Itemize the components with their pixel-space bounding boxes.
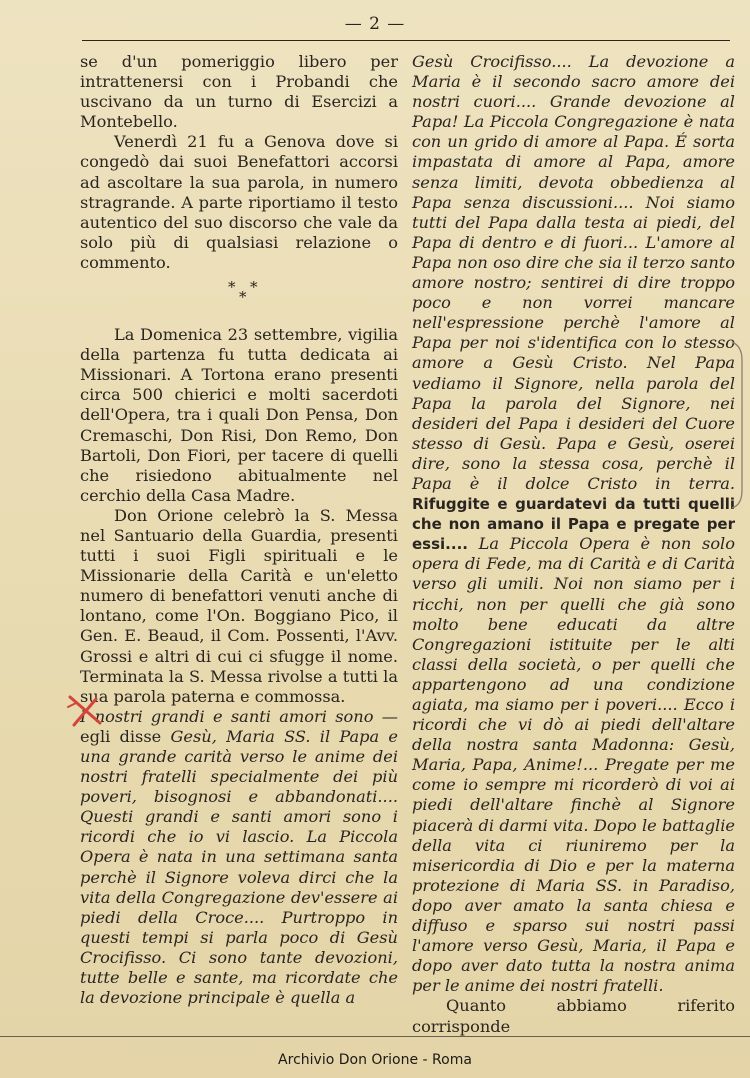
speech-text: Gesù Crocifisso.... La devozione a Maria è il secondo sacro amore dei nostri cuori.... Grande devozione al Papa! La Piccola Congregazione è nata con un grido di amore al Papa. É sorta impastata di amore al Papa, amore senza limiti, devota obbedienza al Papa senza discussioni.... Noi siamo tutti del Papa dalla testa ai piedi, del Papa di dentro e di fuori... L'amore al Papa non oso dire che sia il terzo santo amore nostro; sentirei di dire troppo poco e non vorrei mancare nell'espressione perchè l'amore al Papa per noi s'identifica con lo stesso amore a Gesù Cristo. Nel Papa vediamo il Signore, nella parola del Papa la parola del Signore, nei desideri del Papa i desideri del Cuore stesso di Gesù. Papa e Gesù, oserei dire, sono la stessa cosa, perchè il Papa è il dolce Cristo in terra. bbox=[412, 52, 735, 493]
paragraph: Venerdì 21 fu a Genova dove si congedò dai suoi Benefattori accorsi ad ascoltare la sua parola, in numero stragrande. A parte riportiamo il testo autentico del suo discorso che vale da solo più di qualsiasi relazione o commento. bbox=[80, 132, 398, 272]
paragraph: Quanto abbiamo riferito corrisponde bbox=[412, 996, 735, 1036]
paragraph: se d'un pomeriggio libero per intrattenersi con i Probandi che uscivano da un turno di Esercizi a Montebello. bbox=[80, 52, 398, 132]
separator-star: * bbox=[250, 278, 258, 297]
speech-bold-text: Rifuggite e guardatevi da tutti quelli che non amano il Papa e pregate per essi.... bbox=[412, 495, 735, 554]
quoted-speech bbox=[412, 52, 735, 996]
quoted-speech bbox=[80, 707, 398, 1008]
right-column bbox=[412, 52, 735, 1037]
header-rule bbox=[82, 40, 730, 41]
speech-text: La Piccola Opera è non solo opera di Fede, ma di Carità e di Carità verso gli umili. Noi non siamo per i ricchi, non per quelli che già sono molto bene educati da altre Congregazioni istituite per le alti classi della società, o per quelli che appartengono ad una condizione agiata, ma siamo per i poveri.... Ecco i ricordi che vi dò ai piedi dell'altare della nostra santa Madonna: Gesù, Maria, Papa, Anime!... Pregate per me come io sempre mi ricorderò di voi ai piedi dell'altare finchè al Signore piacerà di darmi vita. Dopo le battaglie della vita ci riuniremo per la misericordia di Dio e per la materna protezione di Maria SS. in Paradiso, dopo aver amato la santa chiesa e diffuso e sparso sui nostri passi l'amore verso Gesù, Maria, il Papa e dopo aver dato tutta la nostra anima per le anime dei nostri fratelli. bbox=[412, 534, 735, 996]
paragraph: Don Orione celebrò la S. Messa nel Santuario della Guardia, presenti tutti i suoi Figli spirituali e le Missionarie della Carità e un'eletto numero di benefattori venuti anche di lontano, come l'On. Boggiano Pico, il Gen. E. Beaud, il Com. Possenti, l'Avv. Grossi e altri di cui ci sfugge il nome. Terminata la S. Messa rivolse a tutti la sua parola paterna e commossa. bbox=[80, 505, 398, 706]
margin-bracket-icon bbox=[730, 340, 746, 510]
section-separator bbox=[80, 273, 398, 307]
red-pencil-mark-icon bbox=[66, 693, 106, 729]
left-column bbox=[80, 52, 398, 1008]
paragraph: La Domenica 23 settembre, vigilia della partenza fu tutta dedicata ai Missionari. A Tortona erano presenti circa 500 chierici e molti sacerdoti dell'Opera, tra i quali Don Pensa, Don Cremaschi, Don Risi, Don Remo, Don Bartoli, Don Fiori, per tacere di quelli che risiedono abitualmente nel cerchio della Casa Madre. bbox=[80, 325, 398, 505]
archive-footer: Archivio Don Orione - Roma bbox=[278, 1052, 472, 1068]
speech-text: Gesù, Maria SS. il Papa e una grande carità verso le anime dei nostri fratelli specialmente dei più poveri, bisognosi e abbandonati.... Questi grandi e santi amori sono i ricordi che io vi lascio. La Piccola Opera è nata in una settimana santa perchè il Signore voleva dirci che la vita della Congregazione dev'essere ai piedi della Croce.... Purtroppo in questi tempi si parla poco di Gesù Crocifisso. Ci sono tante devozioni, tutte belle e sante, ma ricordate che la devozione principale è quella a bbox=[80, 726, 398, 1008]
speech-attribution: — egli disse bbox=[80, 706, 398, 746]
page-number: — 2 — bbox=[344, 14, 406, 34]
separator-star: * bbox=[228, 278, 236, 297]
footer-rule bbox=[0, 1036, 750, 1037]
separator-star: * bbox=[239, 288, 247, 307]
speech-text: I nostri grandi e santi amori sono bbox=[80, 706, 374, 726]
